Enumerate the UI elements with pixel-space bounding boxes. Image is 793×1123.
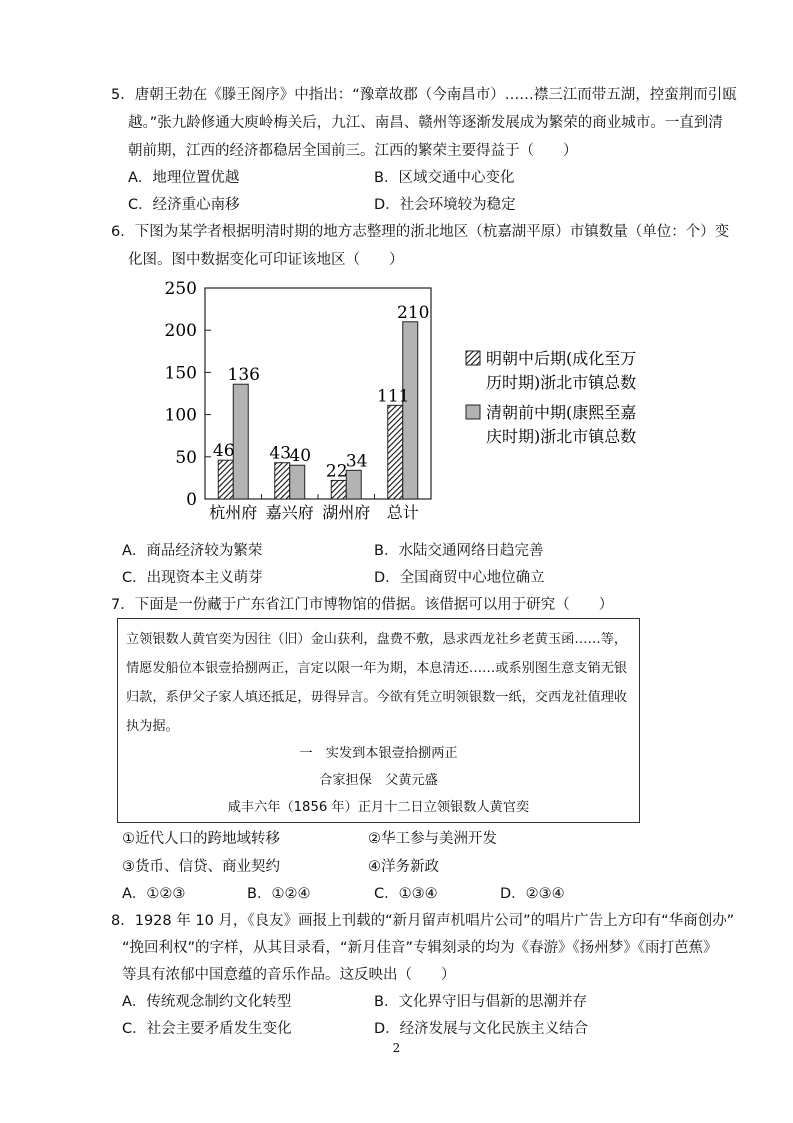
y-tick-label: 50 xyxy=(175,447,197,468)
q5-stem-line-1: 5．唐朝王勃在《滕王阁序》中指出：“豫章故郡（今南昌市）……襟三江而带五湖，控蛮荆而引瓯 xyxy=(111,87,737,103)
bar-qing-3 xyxy=(403,322,418,499)
q7-item-4: ④洋务新政 xyxy=(368,859,439,875)
data-label: 136 xyxy=(227,365,260,386)
q8-option-c[interactable]: C．社会主要矛盾发生变化 xyxy=(122,1021,292,1037)
q6-option-a[interactable]: A．商品经济较为繁荣 xyxy=(122,543,263,559)
data-label: 34 xyxy=(345,451,368,472)
data-label: 210 xyxy=(397,302,430,323)
q6-stem-line-1: 6．下图为某学者根据明清时期的地方志整理的浙北地区（杭嘉湖平原）市镇数量（单位：个）变 xyxy=(111,224,730,240)
legend-label: 清朝前中期(康熙至嘉 xyxy=(486,403,637,422)
legend-label: 明朝中后期(成化至万 xyxy=(486,349,637,368)
q7-item-2: ②华工参与美洲开发 xyxy=(368,831,497,847)
receipt-line-1: 立领银数人黄官奕为因往（旧）金山获利，盘费不敷，恳求西龙社乡老黄玉函……等， xyxy=(126,632,628,647)
data-label: 40 xyxy=(289,446,312,467)
q8-option-b[interactable]: B．文化界守旧与倡新的思潮并存 xyxy=(374,994,587,1010)
q5-option-a[interactable]: A．地理位置优越 xyxy=(128,170,240,186)
bar-ming-1 xyxy=(275,463,290,499)
data-label: 43 xyxy=(269,443,292,464)
receipt-date-line: 咸丰六年（1856 年）正月十二日立领银数人黄官奕 xyxy=(227,800,530,815)
legend-label: 庆时期)浙北市镇总数 xyxy=(486,427,637,446)
category-label: 嘉兴府 xyxy=(265,503,314,522)
legend-label: 历时期)浙北市镇总数 xyxy=(486,373,637,392)
data-label: 46 xyxy=(212,441,235,462)
legend-swatch-qing xyxy=(466,405,480,419)
q7-stem: 7．下面是一份藏于广东省江门市博物馆的借据。该借据可以用于研究（ ） xyxy=(111,597,614,613)
category-label: 湖州府 xyxy=(322,503,371,522)
q8-stem-line-3: 等具有浓郁中国意蕴的音乐作品。这反映出（ ） xyxy=(122,967,456,983)
q5-option-d[interactable]: D．社会环境较为稳定 xyxy=(374,197,516,213)
q8-option-d[interactable]: D．经济发展与文化民族主义结合 xyxy=(374,1021,589,1037)
receipt-line-2: 情愿发船位本银壹拾捌两正，言定以限一年为期，本息清还……或系别图生意支销无银 xyxy=(126,661,628,676)
bar-ming-3 xyxy=(388,405,403,499)
market-town-bar-chart xyxy=(0,275,793,535)
q6-option-b[interactable]: B．水陆交通网络日趋完善 xyxy=(374,543,544,559)
bar-qing-1 xyxy=(290,465,305,499)
q5-stem-line-3: 朝前期，江西的经济都稳居全国前三。江西的繁荣主要得益于（ ） xyxy=(128,143,578,159)
y-tick-label: 100 xyxy=(164,405,197,426)
q6-option-c[interactable]: C．出现资本主义萌芽 xyxy=(122,570,263,586)
bar-qing-0 xyxy=(233,384,248,499)
q6-option-d[interactable]: D．全国商贸中心地位确立 xyxy=(374,570,545,586)
page-number: 2 xyxy=(392,1041,401,1055)
loan-receipt-document xyxy=(117,618,640,823)
data-label: 22 xyxy=(325,461,348,482)
category-label: 总计 xyxy=(386,503,419,522)
bar-ming-2 xyxy=(331,480,346,499)
receipt-line-3: 归款，系伊父子家人填还抵足，毋得异言。今欲有凭立明领银数一纸，交西龙社值理收 xyxy=(126,690,628,705)
category-label: 杭州府 xyxy=(209,503,258,522)
q5-option-b[interactable]: B．区域交通中心变化 xyxy=(374,170,515,186)
receipt-amount-line: 一 实发到本银壹拾捌两正 xyxy=(299,746,458,761)
q7-option-a[interactable]: A．①②③ xyxy=(122,886,186,902)
legend-swatch-ming xyxy=(466,351,480,365)
q5-stem-line-2: 越。”张九龄修通大庾岭梅关后，九江、南昌、赣州等逐渐发展成为繁荣的商业城市。一直到清 xyxy=(128,115,723,131)
y-tick-label: 200 xyxy=(164,321,197,342)
receipt-guarantor-line: 合家担保 父黄元盛 xyxy=(319,773,438,788)
q6-stem-line-2: 化图。图中数据变化可印证该地区（ ） xyxy=(128,252,404,268)
q7-option-c[interactable]: C．①③④ xyxy=(374,886,438,902)
q7-item-1: ①近代人口的跨地域转移 xyxy=(122,831,280,847)
q7-item-3: ③货币、信贷、商业契约 xyxy=(122,859,280,875)
q7-option-b[interactable]: B．①②④ xyxy=(247,886,311,902)
q8-stem-line-1: 8．1928 年 10 月，《良友》画报上刊载的“新月留声机唱片公司”的唱片广告上方印有“华商创办” xyxy=(111,913,735,929)
receipt-line-4: 执为据。 xyxy=(126,719,179,734)
bar-ming-0 xyxy=(218,460,233,499)
y-tick-label: 250 xyxy=(164,279,197,299)
q8-option-a[interactable]: A．传统观念制约文化转型 xyxy=(122,994,292,1010)
q7-option-d[interactable]: D．②③④ xyxy=(500,886,565,902)
data-label: 111 xyxy=(377,386,410,407)
q5-option-c[interactable]: C．经济重心南移 xyxy=(128,197,240,213)
bar-qing-2 xyxy=(346,470,361,499)
q8-stem-line-2: “挽回利权”的字样，从其目录看，“新月佳音”专辑刻录的均为《春游》《扬州梦》《雨打芭蕉》 xyxy=(122,940,718,956)
y-tick-label: 150 xyxy=(164,363,197,384)
y-tick-label: 0 xyxy=(186,490,197,510)
